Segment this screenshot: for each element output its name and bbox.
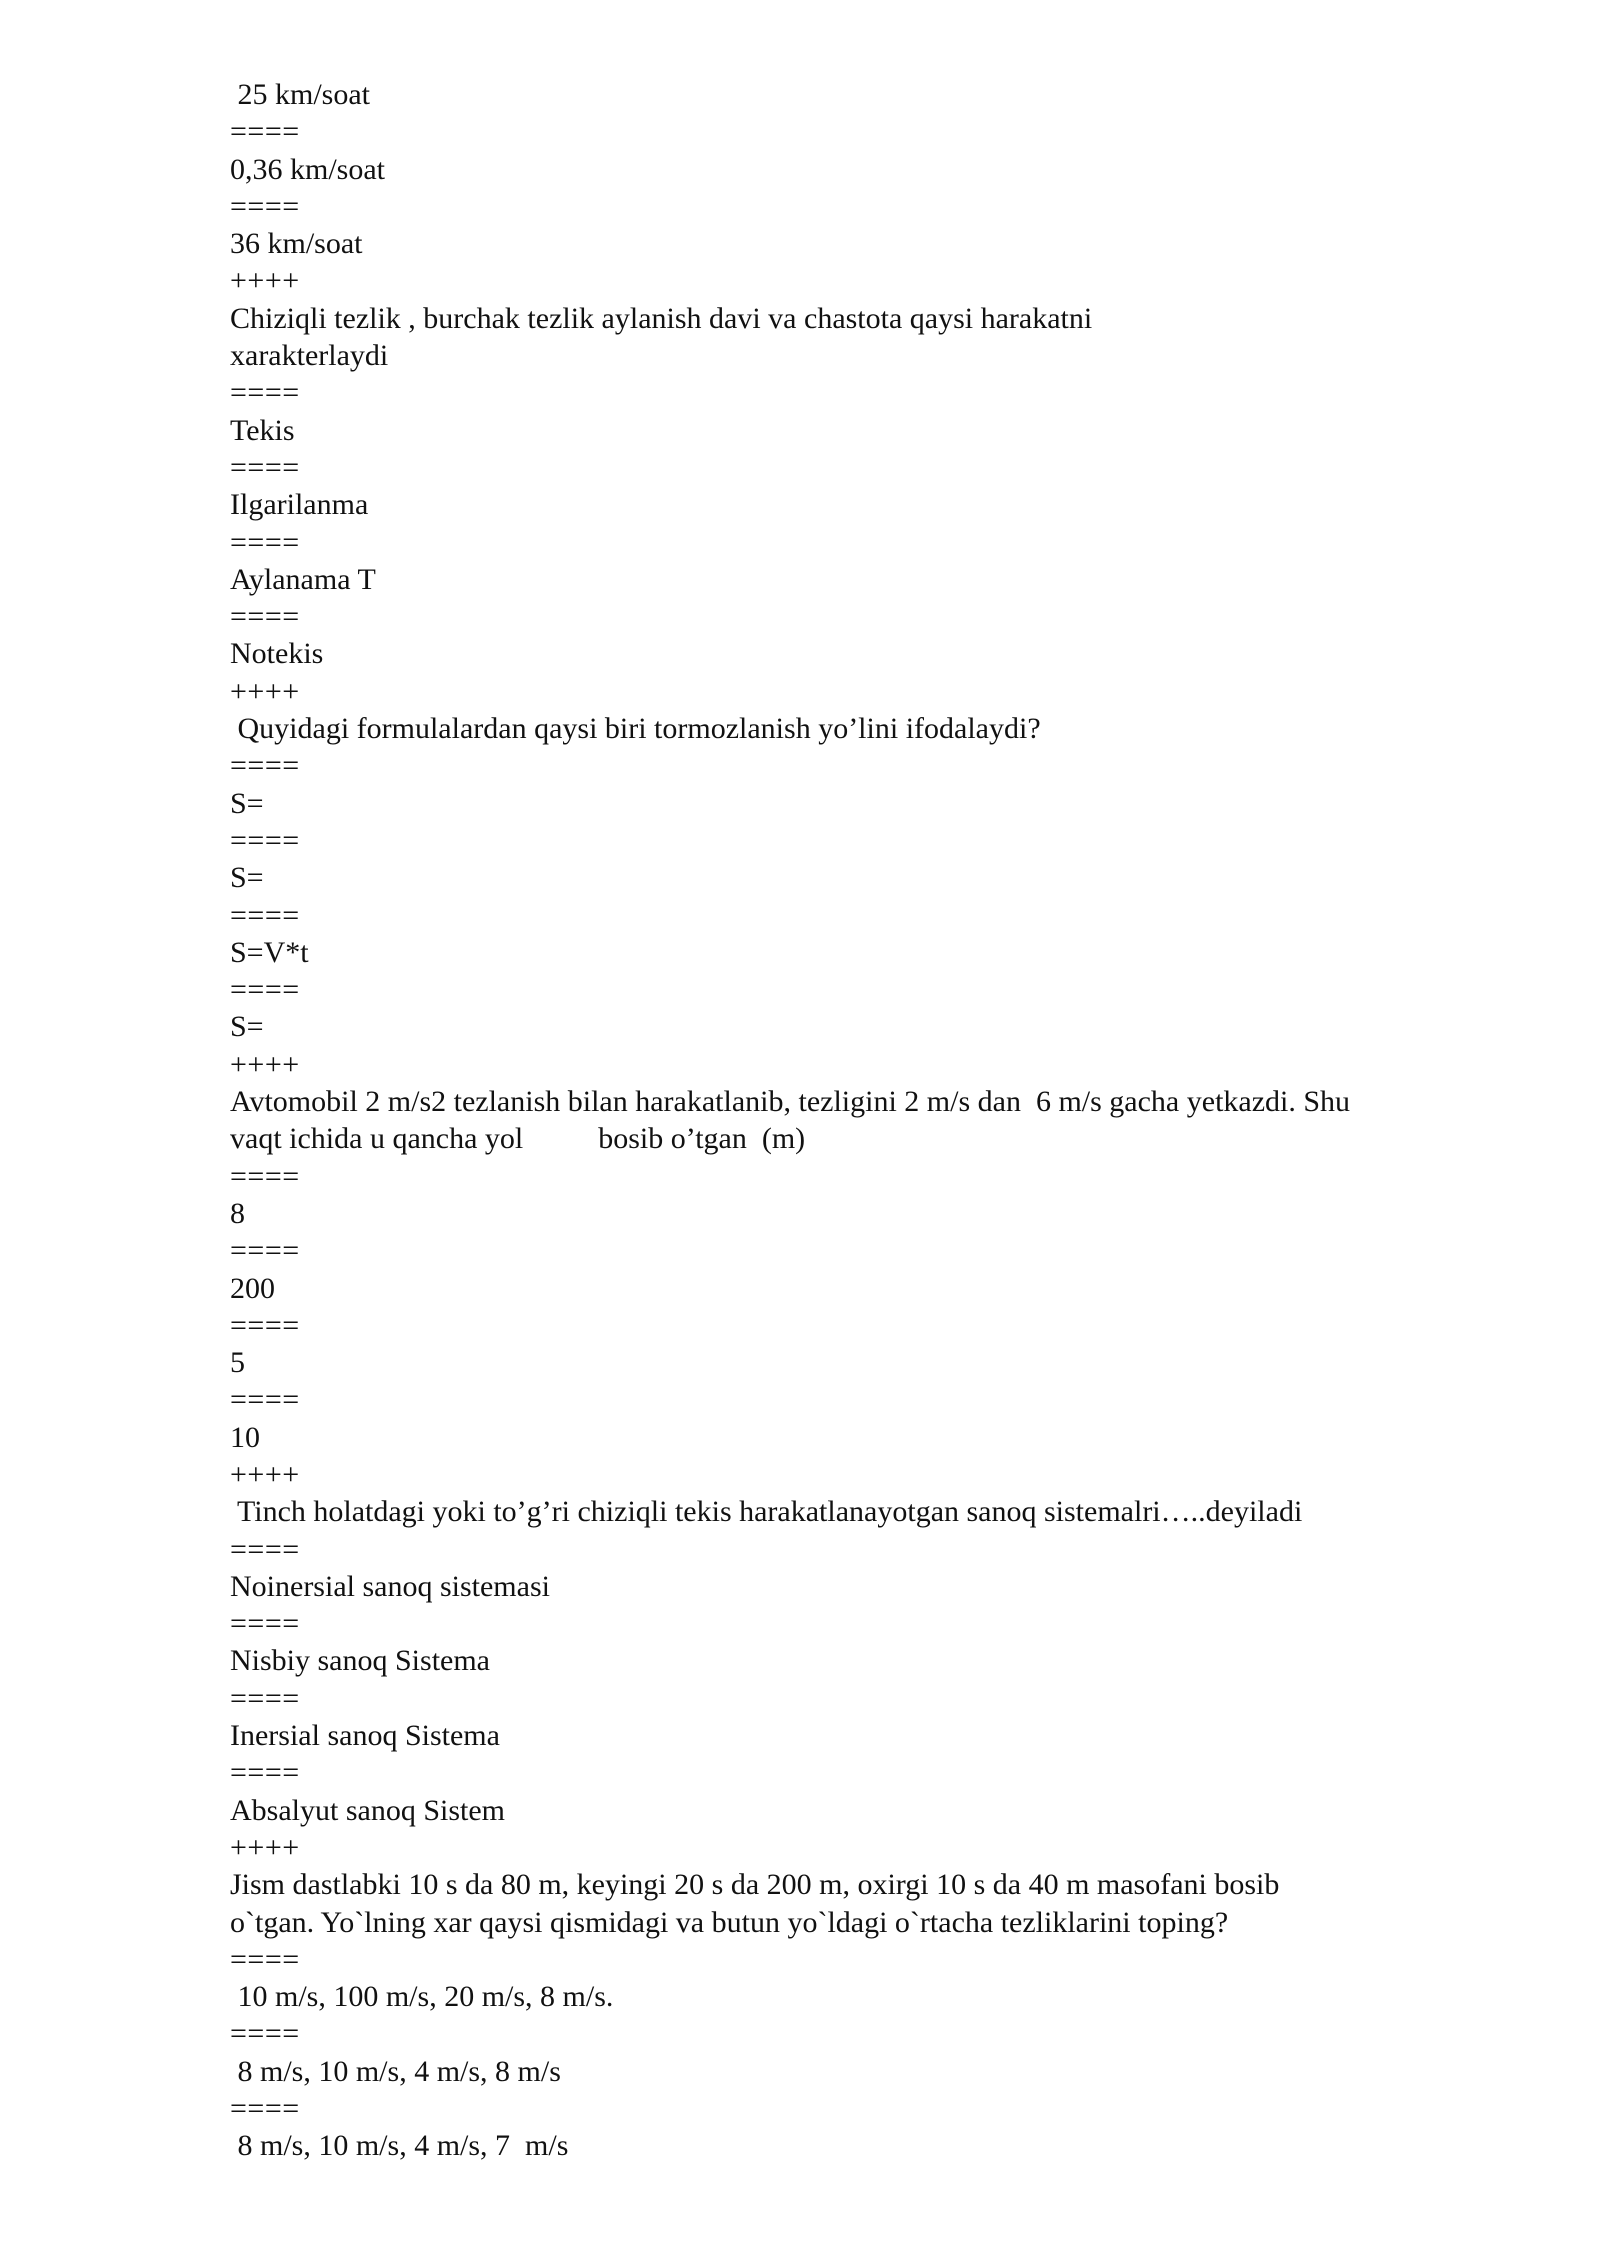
option-separator: ==== bbox=[230, 1607, 300, 1641]
option-separator: ==== bbox=[230, 189, 300, 223]
question-separator: ++++ bbox=[230, 1457, 300, 1491]
option-separator: ==== bbox=[230, 525, 300, 559]
question-separator: ++++ bbox=[230, 264, 300, 298]
question-text: xarakterlaydi bbox=[230, 339, 389, 373]
option-separator: ==== bbox=[230, 450, 300, 484]
option-separator: ==== bbox=[230, 1159, 300, 1193]
option-separator: ==== bbox=[230, 2092, 300, 2126]
option-separator: ==== bbox=[230, 898, 300, 932]
answer-option: 10 bbox=[230, 1420, 260, 1454]
answer-option: 5 bbox=[230, 1346, 245, 1380]
option-separator: ==== bbox=[230, 1234, 300, 1268]
answer-option: Notekis bbox=[230, 637, 324, 671]
answer-option: 0,36 km/soat bbox=[230, 152, 385, 186]
answer-option: 36 km/soat bbox=[230, 227, 363, 261]
option-separator: ==== bbox=[230, 1532, 300, 1566]
question-text: Chiziqli tezlik , burchak tezlik aylanish davi va chastota qaysi harakatni bbox=[230, 301, 1093, 335]
answer-option: S= bbox=[230, 786, 264, 820]
answer-option: Ilgarilanma bbox=[230, 488, 369, 522]
question-text: Avtomobil 2 m/s2 tezlanish bilan harakatlanib, tezligini 2 m/s dan 6 m/s gacha yetkazdi. Shu bbox=[230, 1085, 1351, 1119]
option-separator: ==== bbox=[230, 973, 300, 1007]
question-separator: ++++ bbox=[230, 1830, 300, 1864]
option-separator: ==== bbox=[230, 2017, 300, 2051]
question-text: Tinch holatdagi yoki to’g’ri chiziqli tekis harakatlanayotgan sanoq sistemalri…..deyiladi bbox=[230, 1495, 1303, 1529]
answer-option: 8 m/s, 10 m/s, 4 m/s, 8 m/s bbox=[230, 2054, 561, 2088]
document-text bbox=[230, 76, 1450, 2165]
option-separator: ==== bbox=[230, 1681, 300, 1715]
answer-option: Aylanama T bbox=[230, 562, 376, 596]
option-separator: ==== bbox=[230, 823, 300, 857]
answer-option: Tekis bbox=[230, 413, 295, 447]
answer-option: S=V*t bbox=[230, 935, 309, 969]
question-text: vaqt ichida u qancha yol bosib o’tgan (m) bbox=[230, 1122, 806, 1156]
option-separator: ==== bbox=[230, 1756, 300, 1790]
answer-option: Inersial sanoq Sistema bbox=[230, 1719, 500, 1753]
question-text: Quyidagi formulalardan qaysi biri tormozlanish yo’lini ifodalaydi? bbox=[230, 712, 1041, 746]
answer-option: Absalyut sanoq Sistem bbox=[230, 1793, 505, 1827]
answer-option: 8 bbox=[230, 1196, 245, 1230]
answer-option: 10 m/s, 100 m/s, 20 m/s, 8 m/s. bbox=[230, 1980, 614, 2014]
answer-option: Nisbiy sanoq Sistema bbox=[230, 1644, 490, 1678]
answer-option: S= bbox=[230, 861, 264, 895]
option-separator: ==== bbox=[230, 1308, 300, 1342]
option-separator: ==== bbox=[230, 1383, 300, 1417]
option-separator: ==== bbox=[230, 749, 300, 783]
answer-option: S= bbox=[230, 1010, 264, 1044]
question-separator: ++++ bbox=[230, 1047, 300, 1081]
answer-option: 25 km/soat bbox=[230, 78, 370, 111]
option-separator: ==== bbox=[230, 1942, 300, 1976]
answer-option: Noinersial sanoq sistemasi bbox=[230, 1569, 550, 1603]
answer-option: 200 bbox=[230, 1271, 275, 1305]
option-separator: ==== bbox=[230, 115, 300, 149]
answer-option: 8 m/s, 10 m/s, 4 m/s, 7 m/s bbox=[230, 2129, 569, 2163]
option-separator: ==== bbox=[230, 600, 300, 634]
question-text: Jism dastlabki 10 s da 80 m, keyingi 20 s da 200 m, oxirgi 10 s da 40 m masofani bosib bbox=[230, 1868, 1280, 1902]
question-text: o`tgan. Yo`lning xar qaysi qismidagi va butun yo`ldagi o`rtacha tezliklarini toping? bbox=[230, 1905, 1229, 1939]
option-separator: ==== bbox=[230, 376, 300, 410]
question-separator: ++++ bbox=[230, 674, 300, 708]
